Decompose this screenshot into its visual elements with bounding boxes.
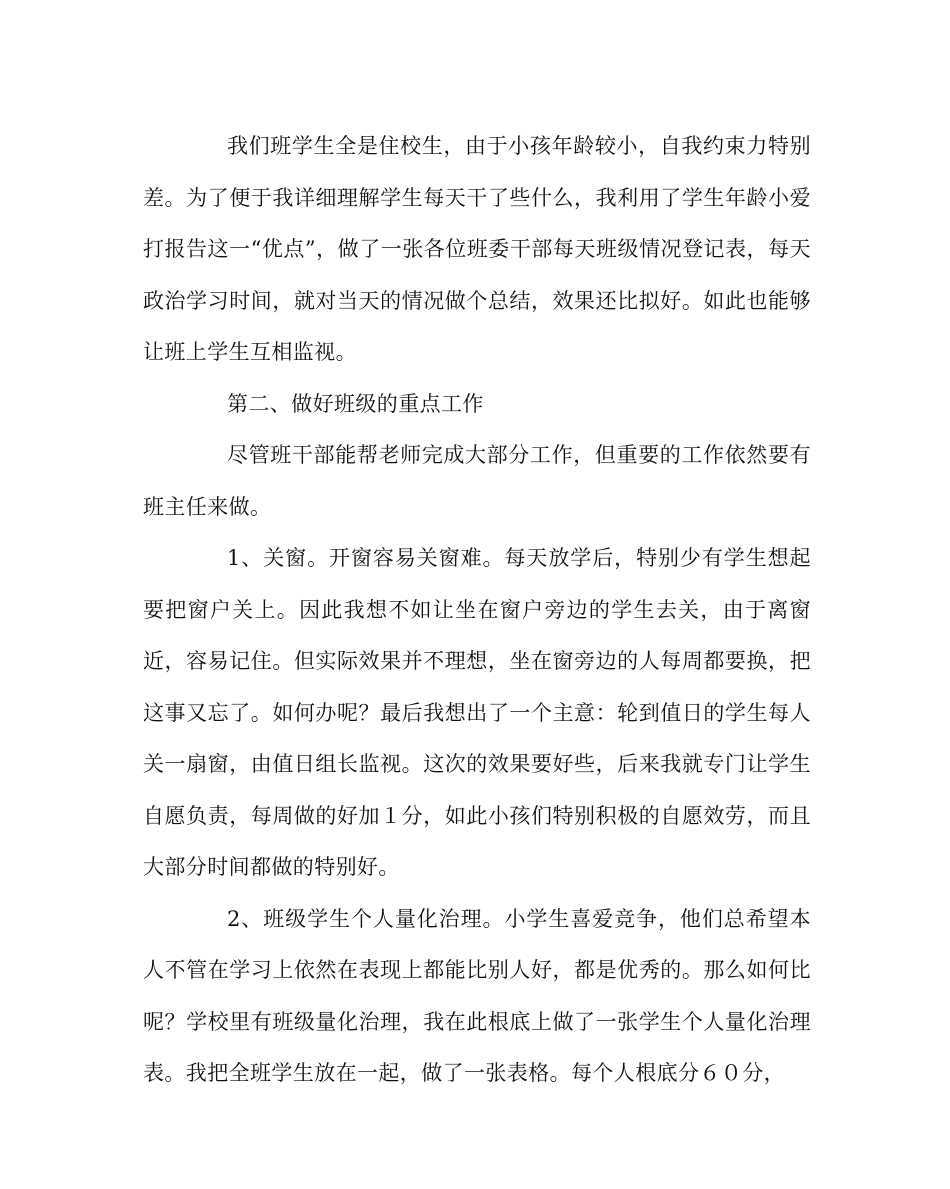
paragraph-close-windows: 1、关窗。开窗容易关窗难。每天放学后，特别少有学生想起要把窗户关上。因此我想不如让坐在窗户旁边的学生去关，由于离窗近，容易记住。但实际效果并不理想，坐在窗旁边的人每周都要换，把这事又忘了。如何办呢？最后我想出了一个主意：轮到值日的学生每人关一扇窗，由值日组长监视。这次的效果要好些，后来我就专门让学生自愿负责，每周做的好加１分，如此小孩们特别积极的自愿效劳，而且大部分时间都做的特别好。	[143, 546, 811, 879]
document-body	[143, 121, 811, 1100]
paragraph-quantified-management: 2、班级学生个人量化治理。小学生喜爱竞争，他们总希望本人不管在学习上依然在表现上都能比别人好，都是优秀的。那么如何比呢？学校里有班级量化治理，我在此根底上做了一张学生个人量化治理表。我把全班学生放在一起，做了一张表格。每个人根底分６０分，	[143, 906, 811, 1085]
paragraph-key-work: 尽管班干部能帮老师完成大部分工作，但重要的工作依然要有班主任来做。	[143, 443, 811, 519]
section-heading: 第二、做好班级的重点工作	[227, 391, 484, 416]
paragraph-intro: 我们班学生全是住校生，由于小孩年龄较小，自我约束力特别差。为了便于我详细理解学生每天干了些什么，我利用了学生年龄小爱打报告这一“优点”，做了一张各位班委干部每天班级情况登记表，每天政治学习时间，就对当天的情况做个总结，效果还比拟好。如此也能够让班上学生互相监视。	[143, 134, 811, 364]
